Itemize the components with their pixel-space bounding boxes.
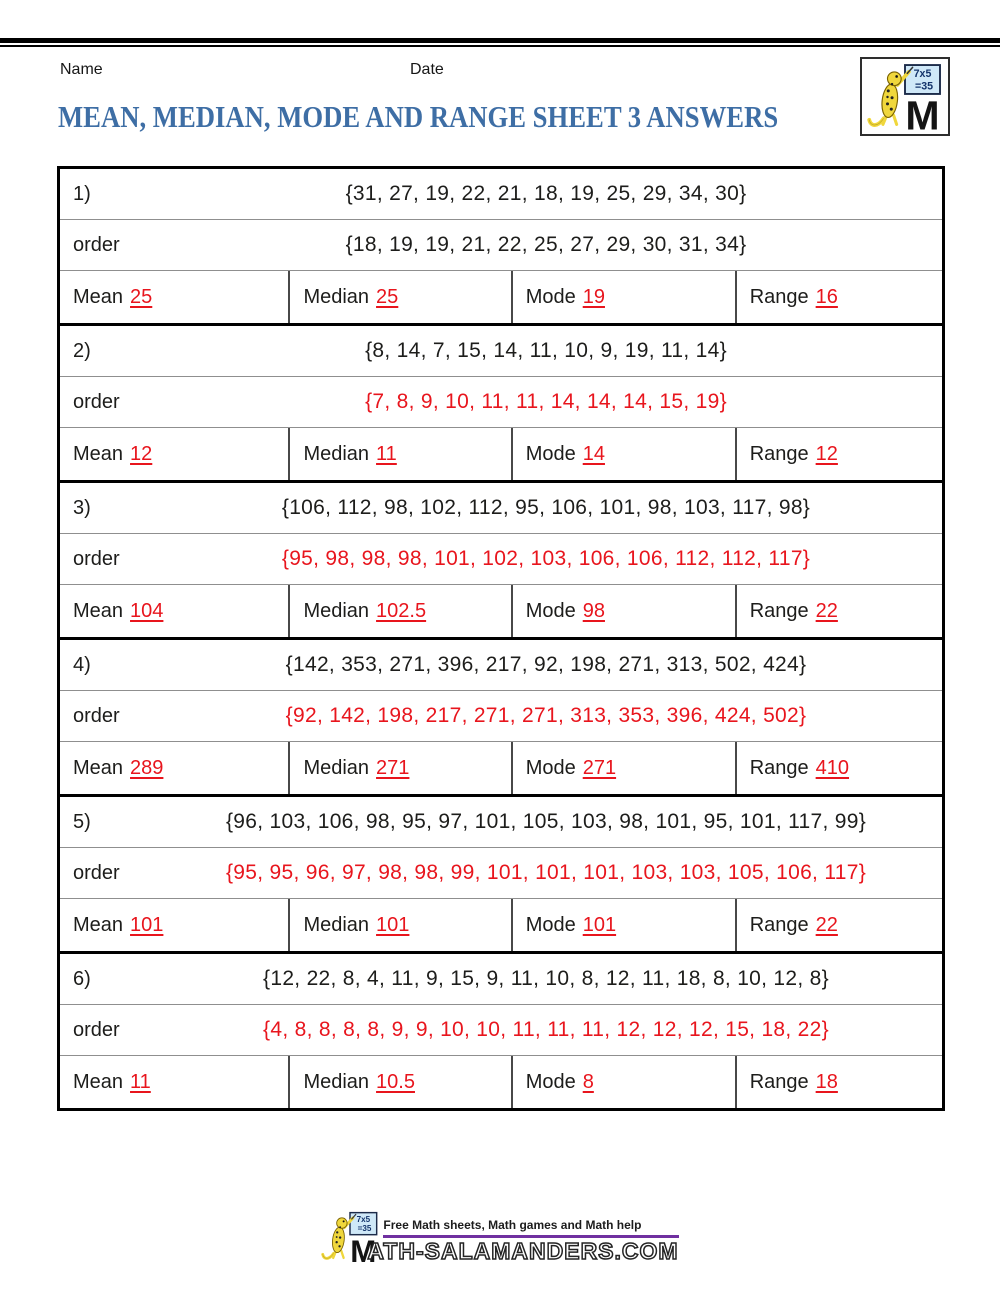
answers-row [60, 428, 942, 480]
median-label: Median [303, 442, 370, 465]
data-set: {106, 112, 98, 102, 112, 95, 106, 101, 98, 103, 117, 98} [281, 496, 811, 519]
data-set-row [60, 169, 942, 220]
mode-cell [511, 428, 735, 480]
problem-number: 1) [73, 182, 91, 205]
mode-value: 8 [582, 1070, 594, 1093]
mean-value: 104 [130, 599, 164, 622]
range-value: 410 [815, 756, 850, 779]
median-cell [288, 428, 510, 480]
median-cell [288, 899, 510, 951]
mode-value: 14 [582, 442, 605, 465]
range-value: 16 [815, 285, 838, 308]
range-label: Range [749, 1070, 809, 1093]
ordered-set: {95, 98, 98, 98, 101, 102, 103, 106, 106, 112, 112, 117} [281, 547, 811, 570]
range-label: Range [749, 285, 809, 308]
mode-cell [511, 899, 735, 951]
ordered-set-row [60, 534, 942, 585]
corner-logo [860, 57, 950, 136]
data-set: {142, 353, 271, 396, 217, 92, 198, 271, 313, 502, 424} [285, 653, 807, 676]
mode-value: 101 [582, 913, 617, 936]
mean-cell [60, 742, 288, 794]
ordered-set: {92, 142, 198, 217, 271, 271, 313, 353, 396, 424, 502} [285, 704, 807, 727]
salamander-board-logo [865, 62, 945, 132]
median-cell [288, 585, 510, 637]
problem-number: 3) [73, 496, 91, 519]
problem-number: 6) [73, 967, 91, 990]
footer [0, 1210, 1000, 1264]
data-set: {96, 103, 106, 98, 95, 97, 101, 105, 103, 98, 101, 95, 101, 117, 99} [225, 810, 867, 833]
mean-value: 289 [130, 756, 164, 779]
ordered-set: {4, 8, 8, 8, 8, 9, 9, 10, 10, 11, 11, 11, 12, 12, 12, 15, 18, 22} [263, 1018, 829, 1041]
footer-tagline: Free Math sheets, Math games and Math help [383, 1217, 642, 1232]
median-cell [288, 742, 510, 794]
median-label: Median [303, 756, 370, 779]
data-set: {12, 22, 8, 4, 11, 9, 15, 9, 11, 10, 8, 12, 11, 18, 8, 10, 12, 8} [263, 967, 829, 990]
answers-row [60, 742, 942, 794]
median-label: Median [303, 285, 370, 308]
mean-value: 101 [130, 913, 164, 936]
range-cell [735, 899, 942, 951]
ordered-set: {18, 19, 19, 21, 22, 25, 27, 29, 30, 31, 34} [345, 233, 747, 256]
mode-value: 19 [582, 285, 605, 308]
mode-value: 98 [582, 599, 605, 622]
mean-cell [60, 585, 288, 637]
range-cell [735, 271, 942, 323]
median-label: Median [303, 599, 370, 622]
mode-cell [511, 585, 735, 637]
ordered-set: {7, 8, 9, 10, 11, 11, 14, 14, 14, 15, 19} [365, 390, 727, 413]
data-set-row [60, 954, 942, 1005]
order-label: order [73, 704, 120, 727]
range-label: Range [749, 913, 809, 936]
order-label: order [73, 390, 120, 413]
mean-value: 11 [130, 1070, 151, 1093]
data-set: {31, 27, 19, 22, 21, 18, 19, 25, 29, 34, 30} [345, 182, 747, 205]
problem-number: 5) [73, 810, 91, 833]
range-cell [735, 1056, 942, 1108]
problem-number: 2) [73, 339, 91, 362]
mode-label: Mode [525, 756, 576, 779]
mode-value: 271 [582, 756, 617, 779]
data-set-row [60, 326, 942, 377]
mode-cell [511, 742, 735, 794]
problem-block [60, 951, 942, 1108]
range-value: 12 [815, 442, 838, 465]
order-label: order [73, 547, 120, 570]
problem-block [60, 323, 942, 480]
site-wordmark: ATH-SALAMANDERS.COM [367, 1237, 679, 1264]
answers-row [60, 271, 942, 323]
median-value: 101 [376, 913, 410, 936]
problem-block [60, 169, 942, 323]
mode-cell [511, 1056, 735, 1108]
range-cell [735, 742, 942, 794]
problem-number: 4) [73, 653, 91, 676]
data-set-row [60, 483, 942, 534]
order-label: order [73, 861, 120, 884]
mean-cell [60, 1056, 288, 1108]
range-value: 22 [815, 913, 838, 936]
median-label: Median [303, 913, 370, 936]
range-cell [735, 428, 942, 480]
median-value: 11 [376, 442, 397, 465]
ordered-set-row [60, 220, 942, 271]
median-value: 102.5 [376, 599, 427, 622]
mean-label: Mean [73, 1070, 124, 1093]
ordered-set-row [60, 691, 942, 742]
mode-label: Mode [525, 599, 576, 622]
ordered-set: {95, 95, 96, 97, 98, 98, 99, 101, 101, 101, 103, 103, 105, 106, 117} [225, 861, 867, 884]
answers-row [60, 585, 942, 637]
data-set-row [60, 640, 942, 691]
answers-row [60, 1056, 942, 1108]
median-cell [288, 1056, 510, 1108]
date-label: Date [410, 61, 444, 78]
range-value: 22 [815, 599, 838, 622]
mode-label: Mode [525, 1070, 576, 1093]
mean-label: Mean [73, 285, 124, 308]
median-value: 25 [376, 285, 399, 308]
ordered-set-row [60, 1005, 942, 1056]
problem-block [60, 480, 942, 637]
mean-value: 12 [130, 442, 153, 465]
range-label: Range [749, 442, 809, 465]
top-divider-rule [0, 38, 1000, 47]
mean-cell [60, 271, 288, 323]
range-value: 18 [815, 1070, 838, 1093]
mean-value: 25 [130, 285, 153, 308]
median-cell [288, 271, 510, 323]
mode-label: Mode [525, 913, 576, 936]
mean-label: Mean [73, 756, 124, 779]
ordered-set-row [60, 848, 942, 899]
order-label: order [73, 1018, 120, 1041]
mean-label: Mean [73, 913, 124, 936]
mean-cell [60, 428, 288, 480]
ordered-set-row [60, 377, 942, 428]
problem-block [60, 794, 942, 951]
range-cell [735, 585, 942, 637]
mean-label: Mean [73, 442, 124, 465]
mode-label: Mode [525, 442, 576, 465]
median-value: 10.5 [376, 1070, 415, 1093]
problem-block [60, 637, 942, 794]
median-label: Median [303, 1070, 370, 1093]
median-value: 271 [376, 756, 410, 779]
mean-label: Mean [73, 599, 124, 622]
name-label: Name [60, 61, 103, 78]
data-set-row [60, 797, 942, 848]
mean-cell [60, 899, 288, 951]
worksheet-table [57, 166, 945, 1111]
range-label: Range [749, 599, 809, 622]
mode-label: Mode [525, 285, 576, 308]
answers-row [60, 899, 942, 951]
range-label: Range [749, 756, 809, 779]
mode-cell [511, 271, 735, 323]
order-label: order [73, 233, 120, 256]
data-set: {8, 14, 7, 15, 14, 11, 10, 9, 19, 11, 14} [365, 339, 727, 362]
page-title: MEAN, MEDIAN, MODE AND RANGE SHEET 3 ANSWERS [58, 99, 779, 134]
